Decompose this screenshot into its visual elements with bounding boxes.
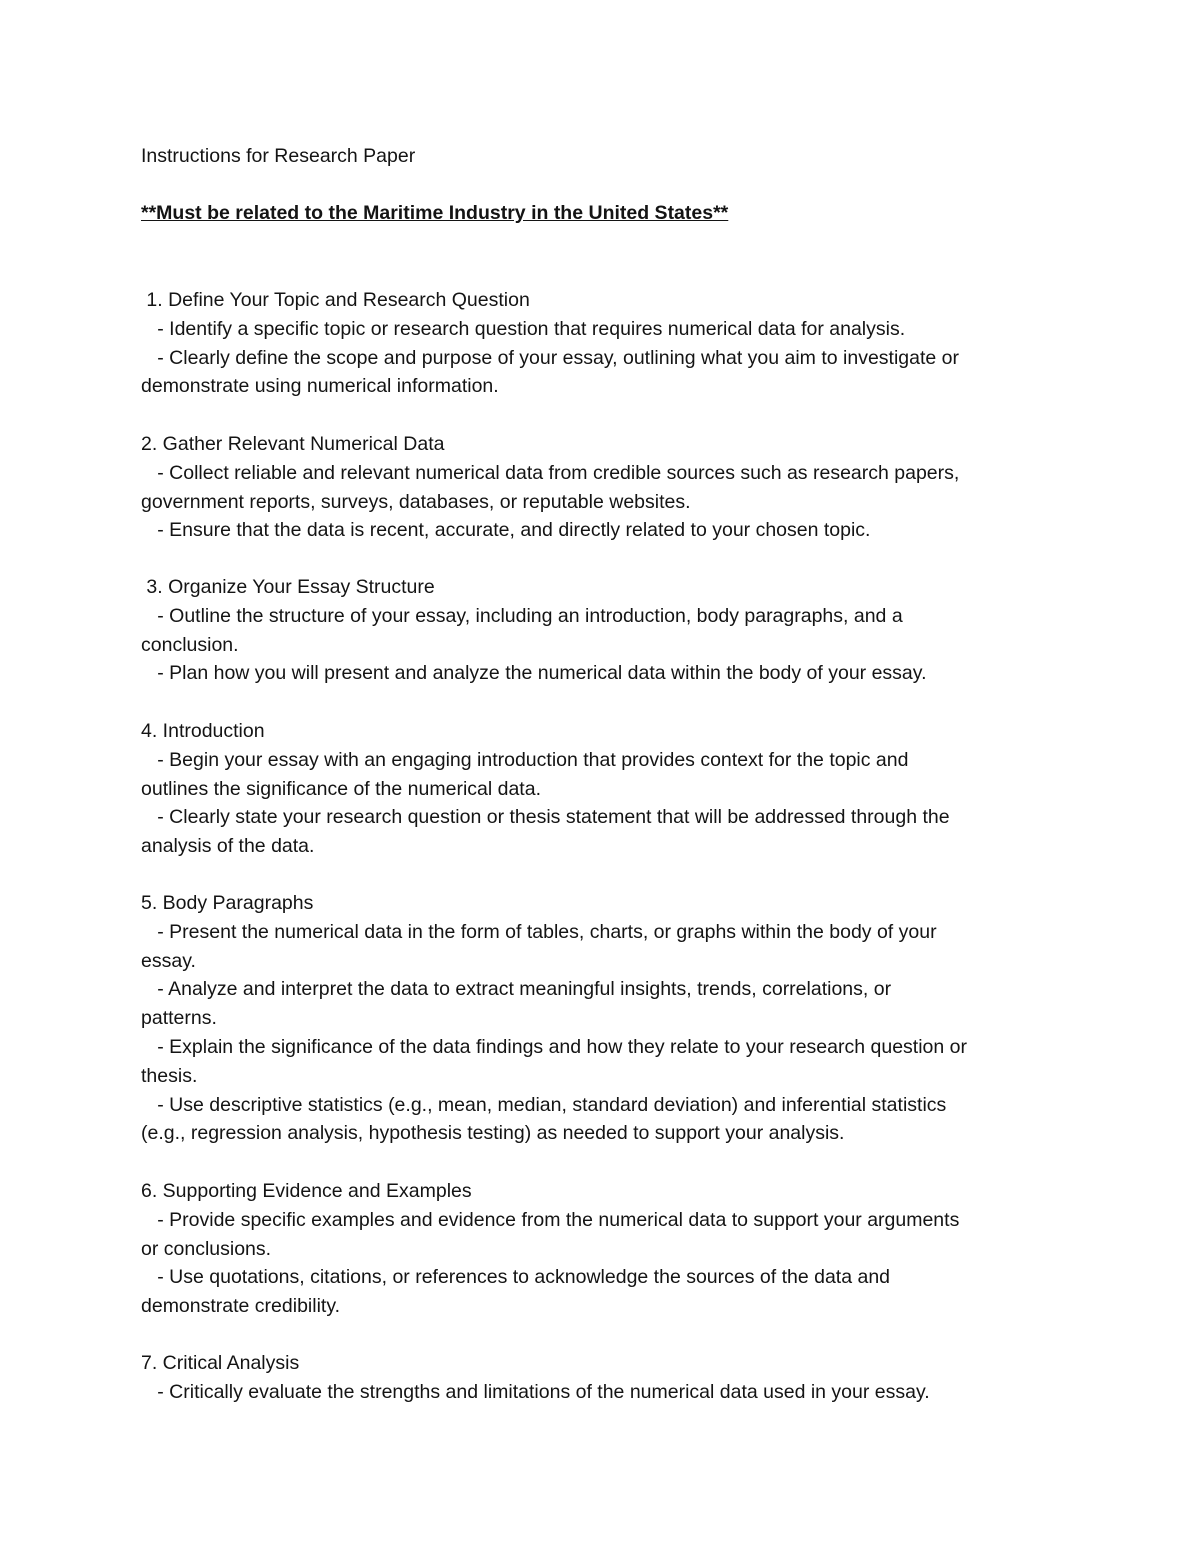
section-line: (e.g., regression analysis, hypothesis testing) as needed to support your analysis. [141,1122,845,1145]
section-line: - Analyze and interpret the data to extract meaningful insights, trends, correlations, or [141,978,892,1001]
section-line: thesis. [141,1064,198,1087]
section-heading: 1. Define Your Topic and Research Question [141,289,530,311]
section-heading: 7. Critical Analysis [141,1352,300,1374]
section-line: essay. [141,949,196,972]
section-line: - Clearly state your research question or thesis statement that will be addressed through the [141,806,950,829]
section-line: government reports, surveys, databases, or reputable websites. [141,490,691,513]
section-heading: 4. Introduction [141,720,265,742]
section-heading: 2. Gather Relevant Numerical Data [141,433,445,455]
section-gather-data [141,430,1071,545]
section-line: - Begin your essay with an engaging introduction that provides context for the topic and [141,748,909,771]
section-line: - Identify a specific topic or research question that requires numerical data for analysis. [141,317,906,340]
section-line: outlines the significance of the numerical data. [141,777,541,800]
section-introduction [141,717,1071,861]
section-line: conclusion. [141,633,239,656]
section-critical-analysis [141,1349,1071,1407]
section-line: - Critically evaluate the strengths and limitations of the numerical data used in your essay. [141,1380,930,1403]
section-define-topic [141,286,1071,401]
section-line: - Use quotations, citations, or references to acknowledge the sources of the data and [141,1266,891,1289]
section-organize-structure [141,573,1071,688]
section-line: - Use descriptive statistics (e.g., mean, median, standard deviation) and inferential statistics [141,1093,947,1116]
section-heading: 3. Organize Your Essay Structure [141,576,435,598]
section-line: - Ensure that the data is recent, accurate, and directly related to your chosen topic. [141,519,871,542]
section-body-paragraphs [141,889,1071,1148]
section-line: - Present the numerical data in the form of tables, charts, or graphs within the body of your [141,920,937,943]
section-line: demonstrate using numerical information. [141,375,499,398]
document-title: Instructions for Research Paper [141,145,416,167]
section-heading: 6. Supporting Evidence and Examples [141,1180,472,1202]
section-line: demonstrate credibility. [141,1295,341,1318]
section-line: patterns. [141,1007,217,1030]
section-heading: 5. Body Paragraphs [141,892,314,914]
topic-requirement-notice: **Must be related to the Maritime Industry in the United States** [141,202,729,224]
section-line: - Plan how you will present and analyze the numerical data within the body of your essay. [141,662,927,685]
section-line: - Collect reliable and relevant numerical data from credible sources such as research papers, [141,461,960,484]
section-line: - Provide specific examples and evidence from the numerical data to support your arguments [141,1208,960,1231]
section-line: - Clearly define the scope and purpose of your essay, outlining what you aim to investigate or [141,346,960,369]
section-line: - Outline the structure of your essay, including an introduction, body paragraphs, and a [141,604,903,627]
section-line: or conclusions. [141,1237,272,1260]
section-line: analysis of the data. [141,835,315,858]
section-line: - Explain the significance of the data findings and how they relate to your research question or [141,1035,967,1058]
section-supporting-evidence [141,1177,1071,1321]
